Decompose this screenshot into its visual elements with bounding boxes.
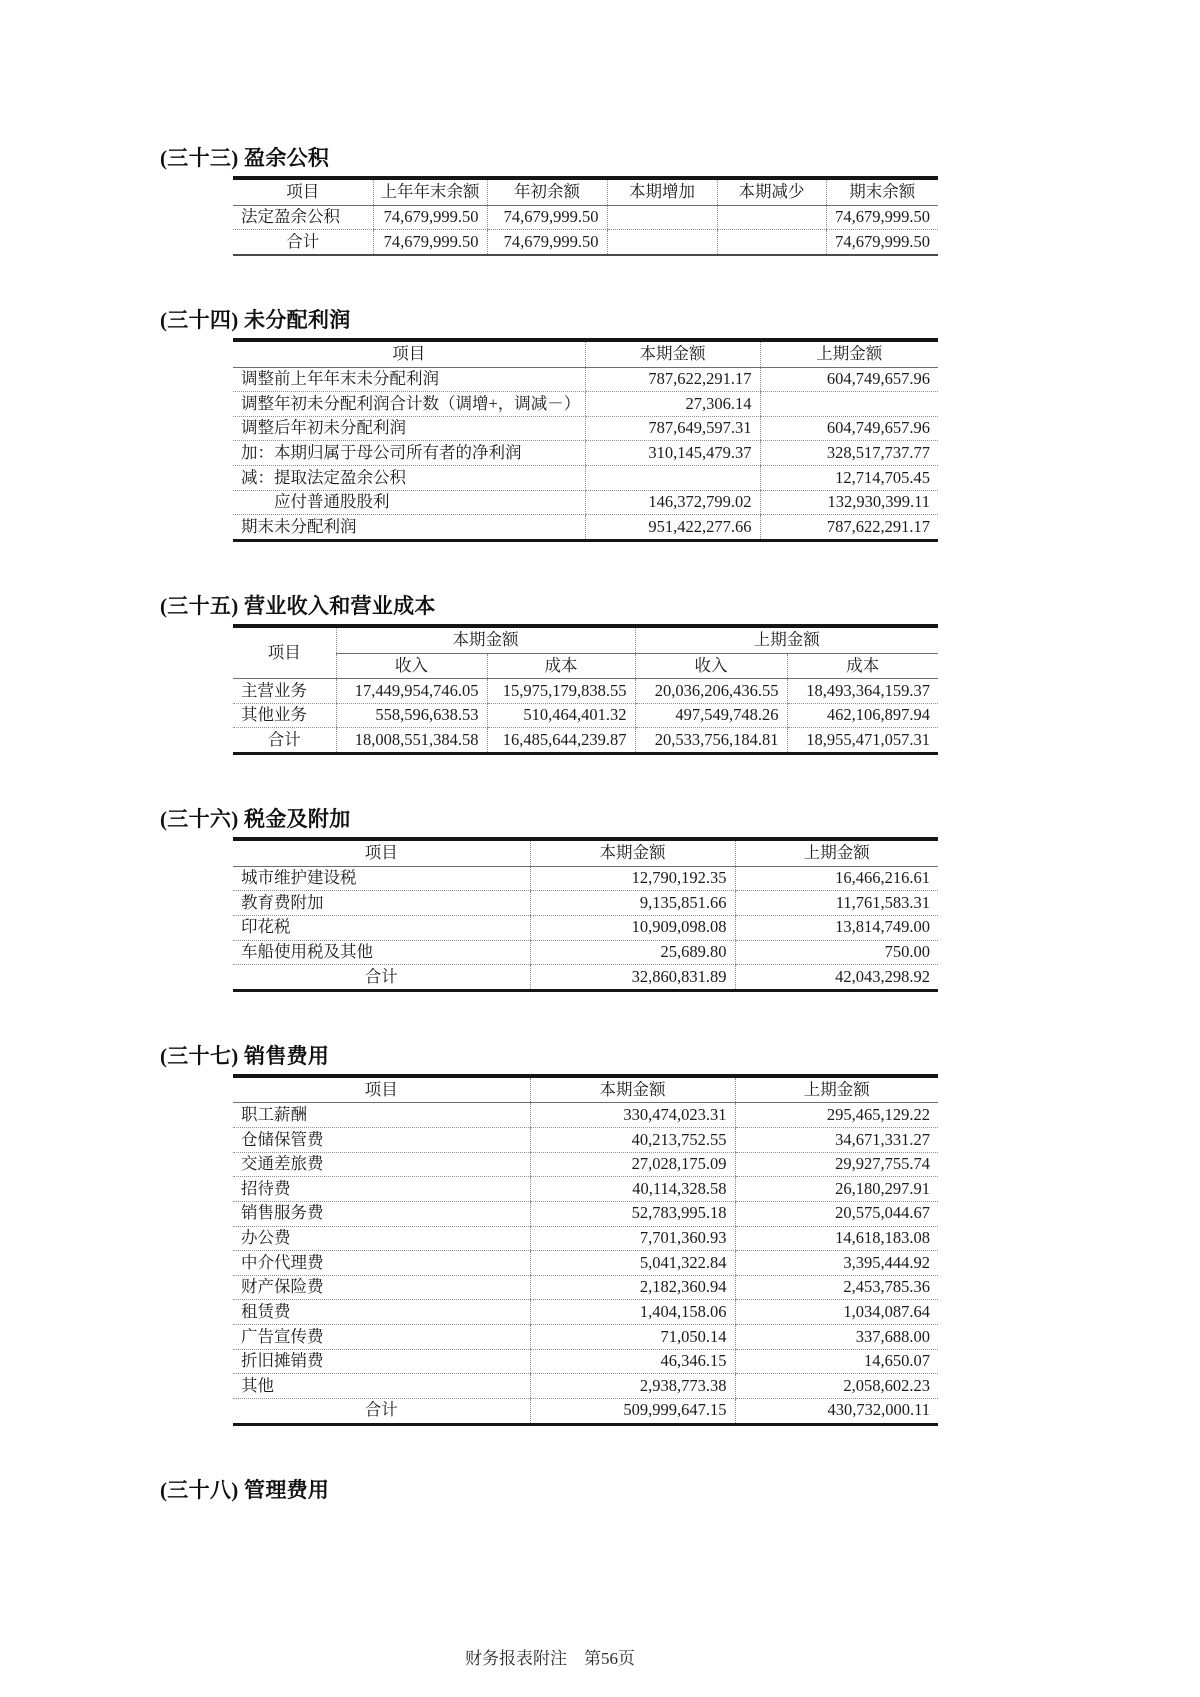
row-label: 合计 [233,1398,530,1424]
row-value: 14,650.07 [735,1349,938,1374]
table-header-row [233,1076,938,1103]
row-value: 604,749,657.96 [760,416,938,441]
revenue-cost-table [233,624,938,755]
row-value: 14,618,183.08 [735,1226,938,1251]
column-header: 项目 [233,1076,530,1103]
table-row [233,466,938,491]
row-value: 20,036,206,436.55 [635,679,787,704]
undistributed-profit-table [233,338,938,542]
section-heading: (三十四) 未分配利润 [160,307,351,332]
row-label: 车船使用税及其他 [233,940,530,965]
table-row [233,728,938,754]
column-header: 上期金额 [760,340,938,367]
row-value: 13,814,749.00 [735,915,938,940]
row-value: 10,909,098.08 [530,915,735,940]
table-row [233,1374,938,1399]
column-header: 本期金额 [585,340,760,367]
table-row [233,1201,938,1226]
row-value: 12,790,192.35 [530,866,735,891]
section-heading: (三十八) 管理费用 [160,1477,330,1502]
taxes-surcharges-table [233,837,938,992]
row-label: 交通差旅费 [233,1152,530,1177]
table-row [233,205,938,230]
row-label: 合计 [233,728,336,754]
row-value: 132,930,399.11 [760,490,938,515]
row-value: 40,114,328.58 [530,1177,735,1202]
row-value: 74,679,999.50 [373,205,487,230]
row-value: 1,034,087.64 [735,1300,938,1325]
section-management-expenses [160,1474,940,1504]
row-label: 应付普通股股利 [233,490,585,515]
row-value: 32,860,831.89 [530,965,735,991]
section-taxes-surcharges [160,803,940,992]
table-row [233,915,938,940]
row-label: 合计 [233,965,530,991]
table-row [233,940,938,965]
table-row [233,965,938,991]
row-label: 职工薪酬 [233,1103,530,1128]
row-value [717,205,826,230]
table-row [233,703,938,728]
row-label: 调整后年初未分配利润 [233,416,585,441]
row-label: 法定盈余公积 [233,205,373,230]
row-value: 328,517,737.77 [760,441,938,466]
row-value: 510,464,401.32 [487,703,635,728]
table-row [233,1177,938,1202]
row-value: 295,465,129.22 [735,1103,938,1128]
row-label: 印花税 [233,915,530,940]
row-value: 5,041,322.84 [530,1251,735,1276]
row-value: 40,213,752.55 [530,1128,735,1153]
row-label: 招待费 [233,1177,530,1202]
row-label: 调整前上年年末未分配利润 [233,367,585,392]
row-value: 9,135,851.66 [530,891,735,916]
column-header-group: 上期金额 [635,626,938,653]
column-subheader: 成本 [787,653,938,679]
column-header: 本期金额 [530,839,735,866]
row-value: 34,671,331.27 [735,1128,938,1153]
row-value: 71,050.14 [530,1325,735,1350]
row-value: 18,493,364,159.37 [787,679,938,704]
table-row [233,367,938,392]
table-row [233,679,938,704]
row-value: 74,679,999.50 [373,230,487,255]
row-value: 52,783,995.18 [530,1201,735,1226]
row-value: 750.00 [735,940,938,965]
row-value: 2,182,360.94 [530,1275,735,1300]
row-label: 减：提取法定盈余公积 [233,466,585,491]
row-value: 16,466,216.61 [735,866,938,891]
table-row [233,515,938,541]
row-value: 16,485,644,239.87 [487,728,635,754]
row-value [585,466,760,491]
table-row [233,1103,938,1128]
column-header: 年初余额 [487,178,607,205]
row-label: 中介代理费 [233,1251,530,1276]
table-row [233,441,938,466]
row-value: 787,649,597.31 [585,416,760,441]
table-row [233,1275,938,1300]
row-value: 74,679,999.50 [826,230,938,255]
column-header: 期末余额 [826,178,938,205]
page-footer: 财务报表附注 第56页 [465,1648,635,1668]
table-subheader-row [233,653,938,679]
table-row [233,416,938,441]
row-label: 广告宣传费 [233,1325,530,1350]
row-value: 18,955,471,057.31 [787,728,938,754]
row-value: 74,679,999.50 [826,205,938,230]
column-header: 项目 [233,178,373,205]
row-label: 其他业务 [233,703,336,728]
column-header: 项目 [233,626,336,679]
row-label: 主营业务 [233,679,336,704]
row-label: 办公费 [233,1226,530,1251]
column-header: 项目 [233,839,530,866]
table-row [233,1398,938,1424]
table-row [233,1300,938,1325]
row-value: 430,732,000.11 [735,1398,938,1424]
row-label: 合计 [233,230,373,255]
row-label: 调整年初未分配利润合计数（调增+，调减－） [233,392,585,417]
row-value: 951,422,277.66 [585,515,760,541]
section-revenue-cost [160,590,940,755]
table-header-row [233,178,938,205]
column-header: 本期金额 [530,1076,735,1103]
table-row [233,1325,938,1350]
column-header: 上期金额 [735,1076,938,1103]
row-value: 20,533,756,184.81 [635,728,787,754]
row-label: 租赁费 [233,1300,530,1325]
table-row [233,1128,938,1153]
table-row [233,1226,938,1251]
surplus-reserve-table [233,176,938,256]
row-value: 787,622,291.17 [760,515,938,541]
column-header-group: 本期金额 [336,626,635,653]
column-header: 上期金额 [735,839,938,866]
table-row [233,1152,938,1177]
row-value: 17,449,954,746.05 [336,679,487,704]
row-value: 27,028,175.09 [530,1152,735,1177]
row-label: 期末未分配利润 [233,515,585,541]
row-label: 其他 [233,1374,530,1399]
column-subheader: 收入 [635,653,787,679]
row-label: 加：本期归属于母公司所有者的净利润 [233,441,585,466]
section-selling-expenses [160,1040,940,1426]
row-value: 146,372,799.02 [585,490,760,515]
row-value: 74,679,999.50 [487,205,607,230]
column-header: 本期增加 [607,178,717,205]
row-value: 12,714,705.45 [760,466,938,491]
row-value: 787,622,291.17 [585,367,760,392]
column-header: 项目 [233,340,585,367]
row-value [607,230,717,255]
section-surplus-reserve [160,142,940,256]
section-heading: (三十五) 营业收入和营业成本 [160,593,436,618]
row-value: 26,180,297.91 [735,1177,938,1202]
table-row [233,866,938,891]
table-header-row [233,839,938,866]
row-value: 558,596,638.53 [336,703,487,728]
row-value: 330,474,023.31 [530,1103,735,1128]
section-undistributed-profit [160,304,940,542]
row-value: 29,927,755.74 [735,1152,938,1177]
row-label: 财产保险费 [233,1275,530,1300]
table-row [233,1251,938,1276]
row-value: 25,689.80 [530,940,735,965]
row-value: 11,761,583.31 [735,891,938,916]
row-value: 462,106,897.94 [787,703,938,728]
row-value: 1,404,158.06 [530,1300,735,1325]
row-value: 337,688.00 [735,1325,938,1350]
row-value: 2,938,773.38 [530,1374,735,1399]
row-value: 497,549,748.26 [635,703,787,728]
table-header-row [233,626,938,653]
column-subheader: 成本 [487,653,635,679]
table-row [233,230,938,255]
row-value: 20,575,044.67 [735,1201,938,1226]
row-label: 教育费附加 [233,891,530,916]
table-row [233,392,938,417]
row-value: 604,749,657.96 [760,367,938,392]
column-header: 上年年末余额 [373,178,487,205]
column-subheader: 收入 [336,653,487,679]
row-value [760,392,938,417]
row-value: 74,679,999.50 [487,230,607,255]
row-value: 509,999,647.15 [530,1398,735,1424]
row-label: 城市维护建设税 [233,866,530,891]
row-value: 15,975,179,838.55 [487,679,635,704]
row-value: 18,008,551,384.58 [336,728,487,754]
row-value: 27,306.14 [585,392,760,417]
table-header-row [233,340,938,367]
selling-expenses-table [233,1074,938,1426]
row-label: 仓储保管费 [233,1128,530,1153]
table-row [233,1349,938,1374]
row-value: 46,346.15 [530,1349,735,1374]
row-value: 42,043,298.92 [735,965,938,991]
section-heading: (三十六) 税金及附加 [160,807,351,831]
row-label: 销售服务费 [233,1201,530,1226]
row-value: 310,145,479.37 [585,441,760,466]
row-label: 折旧摊销费 [233,1349,530,1374]
row-value: 2,453,785.36 [735,1275,938,1300]
row-value [607,205,717,230]
column-header: 本期减少 [717,178,826,205]
row-value: 2,058,602.23 [735,1374,938,1399]
row-value: 3,395,444.92 [735,1251,938,1276]
section-heading: (三十七) 销售费用 [160,1043,330,1068]
section-heading: (三十三) 盈余公积 [160,146,330,170]
table-row [233,891,938,916]
row-value: 7,701,360.93 [530,1226,735,1251]
table-row [233,490,938,515]
row-value [717,230,826,255]
